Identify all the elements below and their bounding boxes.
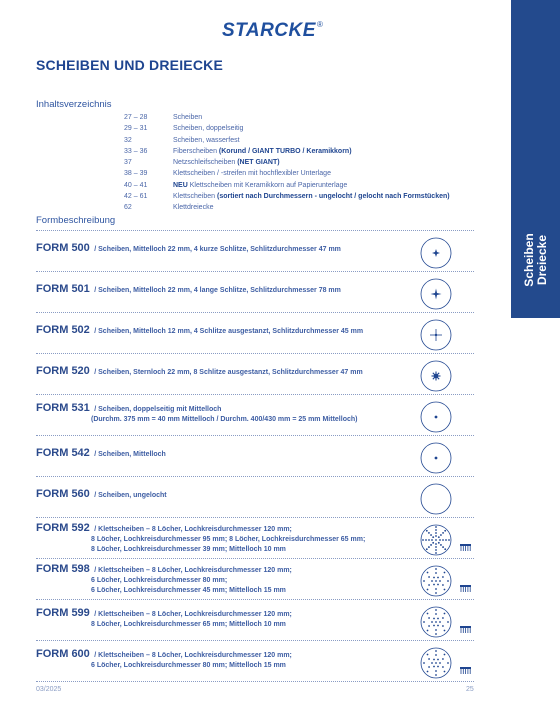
form-text bbox=[36, 444, 416, 463]
toc-row bbox=[124, 180, 450, 191]
form-text bbox=[36, 239, 416, 258]
form-heading-line bbox=[36, 321, 416, 340]
disc-multi-holes-icon bbox=[420, 647, 452, 679]
toc-description bbox=[173, 157, 280, 168]
form-name: FORM 560 bbox=[36, 488, 90, 500]
toc-text: Scheiben bbox=[173, 114, 203, 121]
form-description-line: 6 Löcher, Lochkreisdurchmesser 80 mm; bbox=[91, 577, 228, 584]
form-name: FORM 598 bbox=[36, 563, 90, 575]
toc-description bbox=[173, 191, 450, 202]
toc-row bbox=[124, 112, 450, 123]
form-description: / Klettscheiben – 8 Löcher, Lochkreisdurchmesser 120 mm; bbox=[94, 652, 292, 659]
form-description-line: 6 Löcher, Lochkreisdurchmesser 45 mm; Mittelloch 15 mm bbox=[91, 586, 286, 594]
form-heading-line bbox=[36, 401, 416, 415]
toc-pages: 62 bbox=[124, 204, 132, 212]
form-description: / Klettscheiben – 8 Löcher, Lochkreisdurchmesser 120 mm; bbox=[94, 611, 292, 618]
form-description: / Scheiben, Mittelloch bbox=[94, 451, 166, 458]
form-name: FORM 592 bbox=[36, 522, 90, 534]
toc-pages: 42 – 61 bbox=[124, 193, 148, 201]
toc-pages: 29 – 31 bbox=[124, 125, 148, 133]
velcro-hook-icon bbox=[458, 541, 474, 553]
starcke-logo bbox=[222, 20, 323, 42]
toc-description bbox=[173, 146, 352, 157]
form-name: FORM 520 bbox=[36, 365, 90, 377]
disc-cross-slots-icon bbox=[420, 319, 452, 351]
toc-text: Scheiben, doppelseitig bbox=[173, 125, 244, 133]
form-text bbox=[36, 606, 416, 630]
form-description-line: 8 Löcher, Lochkreisdurchmesser 39 mm; Mittelloch 10 mm bbox=[91, 545, 286, 553]
form-heading-line bbox=[36, 239, 416, 258]
disc-center-hole-icon bbox=[420, 401, 452, 433]
form-text bbox=[36, 362, 416, 381]
toc-row bbox=[124, 123, 450, 134]
form-description: / Scheiben, Mittelloch 22 mm, 4 kurze Schlitze, Schlitzdurchmesser 47 mm bbox=[94, 246, 341, 253]
form-row bbox=[36, 394, 474, 435]
toc-description bbox=[173, 168, 331, 179]
side-tab bbox=[511, 0, 560, 318]
toc-row bbox=[124, 191, 450, 202]
form-text bbox=[36, 280, 416, 299]
logo-text: STARCKE bbox=[222, 20, 316, 41]
side-tab-label bbox=[523, 230, 549, 290]
disc-star-hole-icon bbox=[420, 360, 452, 392]
toc-row bbox=[124, 135, 450, 146]
toc-pages: 37 bbox=[124, 159, 132, 167]
toc-pages: 32 bbox=[124, 136, 132, 144]
form-description: / Klettscheiben – 8 Löcher, Lochkreisdurchmesser 120 mm; bbox=[94, 526, 292, 533]
toc-row bbox=[124, 168, 450, 179]
disc-center-star-icon bbox=[420, 237, 452, 269]
toc-description bbox=[173, 202, 213, 213]
toc-new-badge: NEU bbox=[173, 181, 190, 189]
toc-row bbox=[124, 202, 450, 213]
velcro-hook-icon bbox=[458, 623, 474, 635]
toc-text: Klettdreiecke bbox=[173, 204, 214, 212]
toc-pages: 38 – 39 bbox=[124, 170, 148, 178]
disc-multi-holes-icon bbox=[420, 565, 452, 597]
form-text bbox=[36, 485, 416, 504]
form-heading-line bbox=[36, 562, 416, 576]
form-row bbox=[36, 558, 474, 599]
form-heading-line bbox=[36, 280, 416, 299]
toc-text: Netzschleifscheiben bbox=[173, 159, 238, 167]
form-heading-line bbox=[36, 362, 416, 381]
toc-text: Fiberscheiben bbox=[173, 147, 219, 155]
form-heading-line bbox=[36, 606, 416, 620]
form-row bbox=[36, 599, 474, 640]
toc-description bbox=[173, 180, 347, 191]
form-heading-line bbox=[36, 647, 416, 661]
form-name: FORM 542 bbox=[36, 447, 90, 459]
form-description: / Klettscheiben – 8 Löcher, Lochkreisdurchmesser 120 mm; bbox=[94, 567, 292, 574]
form-row bbox=[36, 353, 474, 394]
toc-pages: 40 – 41 bbox=[124, 181, 148, 189]
form-row bbox=[36, 640, 474, 682]
form-description: / Scheiben, Mittelloch 12 mm, 4 Schlitze ausgestanzt, Schlitzdurchmesser 45 mm bbox=[94, 328, 364, 335]
form-row bbox=[36, 230, 474, 271]
toc-bold-text: (NET GIANT) bbox=[237, 159, 280, 167]
form-heading-line bbox=[36, 444, 416, 463]
disc-center-hole-icon bbox=[420, 442, 452, 474]
toc-bold-text: (Korund / GIANT TURBO / Keramikkorn) bbox=[218, 147, 352, 155]
form-row bbox=[36, 271, 474, 312]
form-description-line: 6 Löcher, Lochkreisdurchmesser 80 mm; Mittelloch 15 mm bbox=[91, 662, 286, 669]
form-text bbox=[36, 521, 416, 554]
toc-description bbox=[173, 112, 202, 123]
side-tab-line2: Dreiecke bbox=[535, 234, 549, 286]
toc-text: Klettscheiben bbox=[173, 193, 217, 201]
form-text bbox=[36, 321, 416, 340]
form-name: FORM 502 bbox=[36, 324, 90, 336]
toc-pages: 33 – 36 bbox=[124, 147, 148, 155]
page-title: SCHEIBEN UND DREIECKE bbox=[36, 57, 223, 73]
disc-plain-icon bbox=[420, 483, 452, 515]
form-heading-line bbox=[36, 521, 416, 535]
disc-long-slots-icon bbox=[420, 278, 452, 310]
form-row bbox=[36, 476, 474, 517]
form-text bbox=[36, 562, 416, 595]
toc-description bbox=[173, 135, 240, 146]
registered-mark: ® bbox=[316, 20, 323, 29]
form-description: / Scheiben, Sternloch 22 mm, 8 Schlitze ausgestanzt, Schlitzdurchmesser 47 mm bbox=[94, 369, 363, 376]
footer-page-number: 25 bbox=[466, 686, 474, 693]
toc-description bbox=[173, 123, 243, 134]
form-description-line: 8 Löcher, Lochkreisdurchmesser 65 mm; Mittelloch 10 mm bbox=[91, 621, 286, 628]
toc-text: Klettscheiben / -streifen mit hochflexibler Unterlage bbox=[173, 170, 331, 178]
velcro-hook-icon bbox=[458, 664, 474, 676]
form-name: FORM 531 bbox=[36, 402, 90, 414]
disc-radial-holes-icon bbox=[420, 524, 452, 556]
form-list bbox=[36, 230, 474, 682]
form-name: FORM 600 bbox=[36, 648, 90, 660]
toc-row bbox=[124, 146, 450, 157]
form-row bbox=[36, 312, 474, 353]
form-description: / Scheiben, ungelocht bbox=[94, 492, 167, 499]
form-name: FORM 500 bbox=[36, 242, 90, 254]
toc-bold-text: (sortiert nach Durchmessern - ungelocht / gelocht nach Formstücken) bbox=[216, 193, 450, 201]
form-name: FORM 599 bbox=[36, 607, 90, 619]
toc-text: Scheiben, wasserfest bbox=[173, 136, 240, 144]
form-description-line: (Durchm. 375 mm = 40 mm Mittelloch / Durchm. 400/430 mm = 25 mm Mittelloch) bbox=[91, 416, 358, 423]
disc-multi-holes-icon bbox=[420, 606, 452, 638]
form-description: / Scheiben, Mittelloch 22 mm, 4 lange Schlitze, Schlitzdurchmesser 78 mm bbox=[94, 287, 341, 294]
form-row bbox=[36, 435, 474, 476]
toc-text: Klettscheiben mit Keramikkorn auf Papierunterlage bbox=[189, 181, 348, 189]
form-heading-line bbox=[36, 485, 416, 504]
contents-heading: Inhaltsverzeichnis bbox=[36, 99, 112, 110]
form-text bbox=[36, 647, 416, 671]
side-tab-line1: Scheiben bbox=[522, 233, 536, 287]
footer-date: 03/2025 bbox=[36, 686, 62, 693]
form-text bbox=[36, 401, 416, 425]
form-name: FORM 501 bbox=[36, 283, 90, 295]
velcro-hook-icon bbox=[458, 582, 474, 594]
forms-heading: Formbeschreibung bbox=[36, 215, 116, 226]
table-of-contents bbox=[124, 112, 450, 214]
toc-row bbox=[124, 157, 450, 168]
form-description-line: 8 Löcher, Lochkreisdurchmesser 95 mm; 8 Löcher, Lochkreisdurchmesser 65 mm; bbox=[91, 536, 366, 543]
form-row bbox=[36, 517, 474, 558]
form-description: / Scheiben, doppelseitig mit Mittelloch bbox=[94, 406, 222, 413]
toc-pages: 27 – 28 bbox=[124, 114, 148, 121]
